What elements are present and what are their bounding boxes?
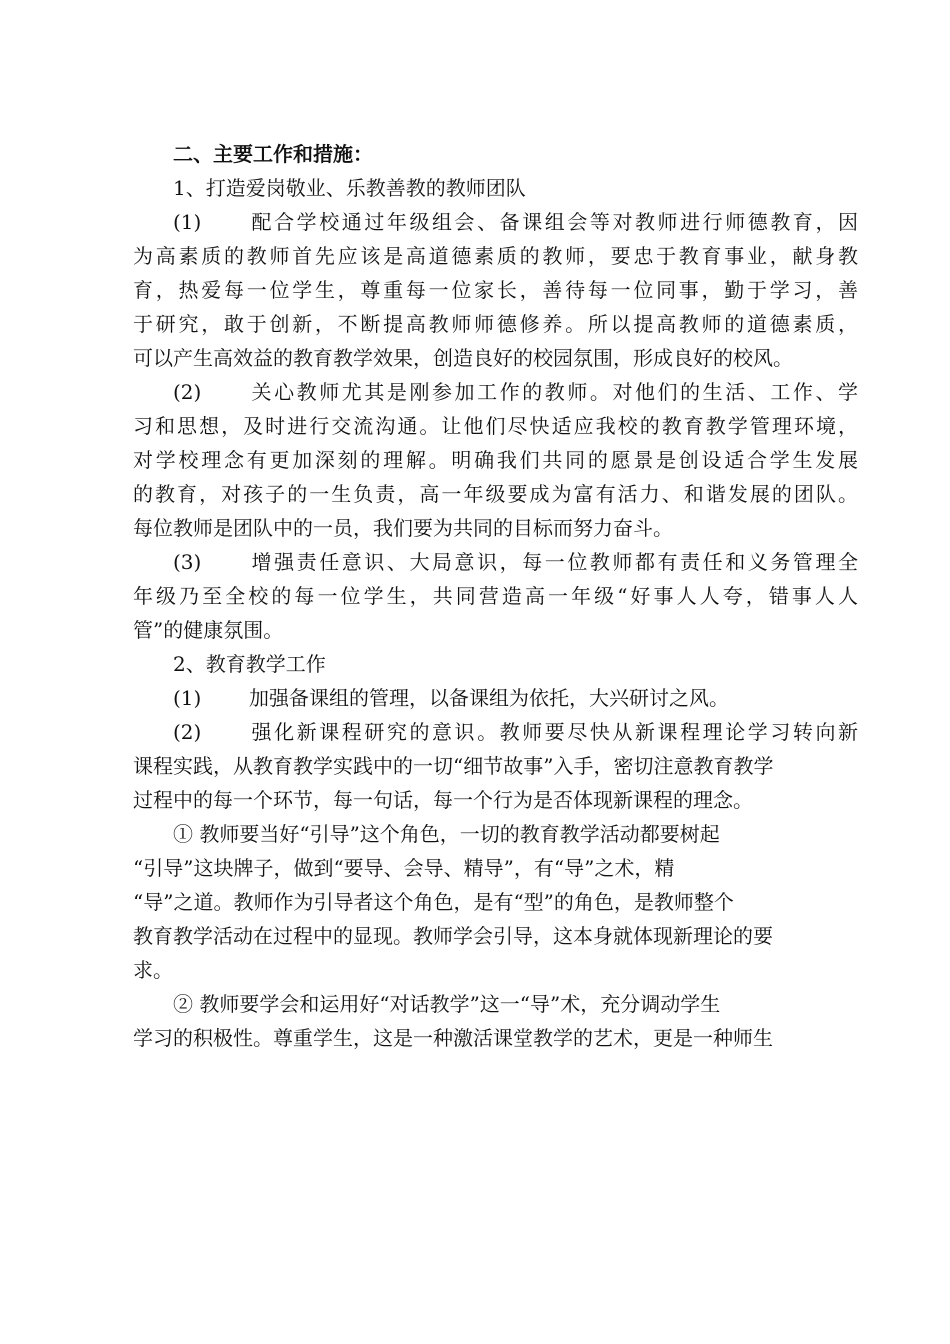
paragraph-line: 管”的健康氛围。 bbox=[133, 618, 284, 642]
paragraph-line: 年级乃至全校的每一位学生，共同营造高一年级“好事人人夸，错事人人 bbox=[133, 584, 858, 608]
item-number: (2) bbox=[173, 380, 202, 404]
paragraph-line: 求。 bbox=[133, 958, 173, 982]
document-body bbox=[133, 137, 858, 1055]
paragraph-line bbox=[133, 545, 858, 579]
paragraph-line: 可以产生高效益的教育教学效果，创造良好的校园氛围，形成良好的校风。 bbox=[133, 346, 793, 370]
paragraph-text: 关心教师尤其是刚参加工作的教师。对他们的生活、工作、学 bbox=[249, 380, 858, 404]
paragraph-line bbox=[133, 681, 858, 715]
paragraph-line: 的教育，对孩子的一生负责，高一年级要成为富有活力、和谐发展的团队。 bbox=[133, 482, 858, 506]
paragraph-line: ② 教师要学会和运用好“对话教学”这一“导”术，充分调动学生 bbox=[173, 992, 721, 1016]
paragraph-line bbox=[133, 205, 858, 239]
paragraph-text: 配合学校通过年级组会、备课组会等对教师进行师德教育，因 bbox=[249, 210, 858, 234]
paragraph-line: 对学校理念有更加深刻的理解。明确我们共同的愿景是创设适合学生发展 bbox=[133, 448, 858, 472]
paragraph-text: 强化新课程研究的意识。教师要尽快从新课程理论学习转向新 bbox=[249, 720, 858, 744]
paragraph-line: 学习的积极性。尊重学生，这是一种激活课堂教学的艺术，更是一种师生 bbox=[133, 1026, 773, 1050]
paragraph-text: 加强备课组的管理，以备课组为依托，大兴研讨之风。 bbox=[249, 686, 729, 710]
paragraph-line: 教育教学活动在过程中的显现。教师学会引导，这本身就体现新理论的要 bbox=[133, 924, 773, 948]
item-number: (1) bbox=[173, 686, 202, 710]
item-number: (1) bbox=[173, 210, 202, 234]
paragraph-line bbox=[133, 375, 858, 409]
item-number: (3) bbox=[173, 550, 202, 574]
paragraph-line: “引导”这块牌子，做到“要导、会导、精导”，有“导”之术，精 bbox=[133, 856, 675, 880]
paragraph-line: 于研究，敢于创新，不断提高教师师德修养。所以提高教师的道德素质， bbox=[133, 312, 858, 336]
paragraph-line: 为高素质的教师首先应该是高道德素质的教师，要忠于教育事业，献身教 bbox=[133, 244, 858, 268]
paragraph-line bbox=[133, 715, 858, 749]
paragraph-line: 课程实践，从教育教学实践中的一切“细节故事”入手，密切注意教育教学 bbox=[133, 754, 774, 778]
paragraph-text: 增强责任意识、大局意识，每一位教师都有责任和义务管理全 bbox=[249, 550, 858, 574]
paragraph-line: “导”之道。教师作为引导者这个角色，是有“型”的角色，是教师整个 bbox=[133, 890, 734, 914]
item-number: (2) bbox=[173, 720, 202, 744]
paragraph-line: ① 教师要当好“引导”这个角色，一切的教育教学活动都要树起 bbox=[173, 822, 720, 846]
paragraph-line: 习和思想，及时进行交流沟通。让他们尽快适应我校的教育教学管理环境， bbox=[133, 414, 858, 438]
section-1-title: 1、打造爱岗敬业、乐教善教的教师团队 bbox=[173, 176, 526, 200]
section-2-title: 2、教育教学工作 bbox=[173, 652, 326, 676]
section-heading: 二、主要工作和措施： bbox=[173, 142, 373, 166]
paragraph-line: 过程中的每一个环节，每一句话，每一个行为是否体现新课程的理念。 bbox=[133, 788, 753, 812]
paragraph-line: 每位教师是团队中的一员，我们要为共同的目标而努力奋斗。 bbox=[133, 516, 673, 540]
paragraph-line: 育，热爱每一位学生，尊重每一位家长，善待每一位同事，勤于学习，善 bbox=[133, 278, 858, 302]
